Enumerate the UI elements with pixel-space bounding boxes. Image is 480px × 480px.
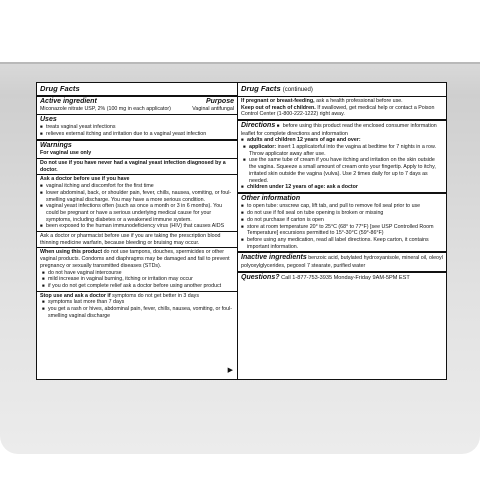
ask-doctor-item: ■ lower abdominal, back, or shoulder pain, fever, chills, nausea, vomiting, or foul-smelling vaginal discharge. You may have a more serious condition. bbox=[40, 190, 234, 203]
directions-heading: Directions bbox=[241, 122, 276, 130]
warnings-heading: Warnings bbox=[40, 141, 72, 149]
keep-out-bold: Keep out of reach of children. bbox=[241, 104, 316, 111]
ask-doctor-item: ■ vaginal itching and discomfort for the first time bbox=[40, 183, 234, 190]
directions-first-item: ■ before using this product read the enclosed consumer information leaflet for complete directions and information bbox=[241, 123, 437, 137]
stop-use-heading: Stop use and ask a doctor if bbox=[40, 292, 111, 299]
other-info-item: ■ to open tube: unscrew cap, lift tab, and pull to remove foil seal prior to use bbox=[241, 203, 443, 210]
other-information-heading: Other information bbox=[241, 194, 301, 202]
stop-use-first: symptoms do not get better in 3 days bbox=[112, 292, 199, 299]
inactive-ingredients-text: benzoic acid, butylated hydroxyanisole, mineral oil, oleoyl polyoxylglycerides, pegoxol 7 stearate, purified water bbox=[241, 255, 443, 269]
stop-use-item: ■ you get a rash or hives, abdominal pain, fever, chills, nausea, vomiting, or foul-smelling vaginal discharge bbox=[40, 306, 234, 319]
stop-use-item: ■ symptoms last more than 7 days bbox=[40, 299, 234, 306]
when-using-item: ■ mild increase in vaginal burning, itching or irritation may occur bbox=[40, 276, 234, 283]
ask-doctor-section bbox=[37, 175, 237, 232]
applicator-label: applicator: bbox=[249, 144, 277, 151]
ask-doctor-item: ■ vaginal yeast infections often (such as once a month or 3 in 6 months). You could be pregnant or have a serious underlying medical cause for your symptoms, including diabetes or a weakened immune system. bbox=[40, 203, 234, 223]
drug-facts-continued-header bbox=[238, 83, 446, 97]
other-info-item: ■ do not use if foil seal on tube opening is broken or missing bbox=[241, 210, 443, 217]
other-info-item: ■ do not purchase if carton is open bbox=[241, 217, 443, 224]
drug-facts-header bbox=[37, 83, 237, 97]
children-under-item: ■ children under 12 years of age: ask a doctor bbox=[241, 184, 443, 191]
uses-section bbox=[37, 115, 237, 141]
ask-doctor-item: ■ been exposed to the human immunodeficiency virus (HIV) that causes AIDS bbox=[40, 223, 234, 230]
drug-facts-panel-right bbox=[238, 82, 447, 380]
inactive-ingredients-heading: Inactive ingredients bbox=[241, 254, 307, 262]
uses-item: ■ treats vaginal yeast infections bbox=[40, 124, 234, 131]
questions-section bbox=[238, 273, 446, 284]
uses-heading: Uses bbox=[40, 115, 57, 123]
uses-item: ■ relieves external itching and irritation due to a vaginal yeast infection bbox=[40, 131, 234, 138]
purpose-heading: Purpose bbox=[205, 97, 234, 105]
do-not-use-section bbox=[37, 159, 237, 175]
drug-facts-title-continued bbox=[241, 84, 313, 93]
pregnancy-section bbox=[238, 97, 446, 121]
questions-text: Call 1-877-753-3935 Monday-Friday 9AM-5PM EST bbox=[281, 274, 410, 281]
applicator-text: insert 1 applicatorful into the vagina at bedtime for 7 nights in a row. Throw applicator away after use. bbox=[249, 144, 436, 157]
drug-facts-title-right: Drug Facts bbox=[241, 84, 281, 93]
pregnant-bold: If pregnant or breast-feeding, bbox=[241, 98, 315, 104]
keep-out-text: If swallowed, get medical help or contact a Poison Control Center (1-800-222-1222) right away. bbox=[241, 104, 435, 118]
adults-heading: ■ adults and children 12 years of age and over: bbox=[241, 137, 443, 144]
continued-label: (continued) bbox=[282, 87, 313, 93]
other-info-item: ■ before using any medication, read all label directions. Keep carton, it contains important information. bbox=[241, 237, 443, 250]
drug-facts-panel-left bbox=[36, 82, 238, 380]
warnings-section bbox=[37, 141, 237, 159]
directions-section bbox=[238, 121, 446, 194]
when-using-heading: When using this product bbox=[40, 249, 103, 256]
active-ingredient-text: Miconazole nitrate USP, 2% (100 mg in each applicator) bbox=[40, 106, 171, 113]
do-not-use-text: Do not use if you have never had a vaginal yeast infection diagnosed by a doctor. bbox=[40, 160, 226, 173]
when-using-item: ■ if you do not get complete relief ask a doctor before using another product bbox=[40, 283, 234, 290]
ask-pharmacist-section bbox=[37, 232, 237, 248]
continued-arrow-icon: ▶ bbox=[227, 367, 233, 375]
other-information-section bbox=[238, 194, 446, 253]
pregnant-text: ask a health professional before use. bbox=[316, 98, 403, 104]
inactive-ingredients-section bbox=[238, 253, 446, 272]
warnings-subheading: For vaginal use only bbox=[40, 150, 92, 157]
when-using-section bbox=[37, 248, 237, 291]
drug-facts-title: Drug Facts bbox=[40, 84, 80, 93]
stop-use-section bbox=[37, 292, 237, 321]
active-ingredient-section bbox=[37, 97, 237, 115]
other-info-item: ■ store at room temperature 20° to 25°C (68° to 77°F) [see USP Controlled Room Temperature] excursions permitted to 15°-30°C (59°-86°F) bbox=[241, 224, 443, 237]
applicator-item bbox=[241, 144, 443, 157]
purpose-text: Vaginal antifungal bbox=[192, 106, 234, 113]
when-using-text: do not use tampons, douches, spermicides or other vaginal products. Condoms and diaphragms may be damaged and fail to prevent pregnancy or sexually transmitted diseases (STDs). bbox=[40, 249, 230, 269]
cream-item: ■ use the same tube of cream if you have itching and irritation on the skin outside the vagina. Squeeze a small amount of cream onto your fingertip. Apply to itchy, irritated skin outside the vagina (vulva). Use 2 times daily for up to 7 days as needed. bbox=[241, 157, 443, 184]
ask-pharmacist-text: Ask a doctor or pharmacist before use if you are taking the prescription blood thinning medicine warfarin, because bleeding or bruising may occur. bbox=[40, 233, 221, 246]
active-ingredient-heading: Active ingredient bbox=[40, 97, 97, 105]
ask-doctor-heading: Ask a doctor before use if you have bbox=[40, 176, 130, 183]
when-using-item: ■ do not have vaginal intercourse bbox=[40, 270, 234, 277]
questions-heading: Questions? bbox=[241, 273, 280, 281]
